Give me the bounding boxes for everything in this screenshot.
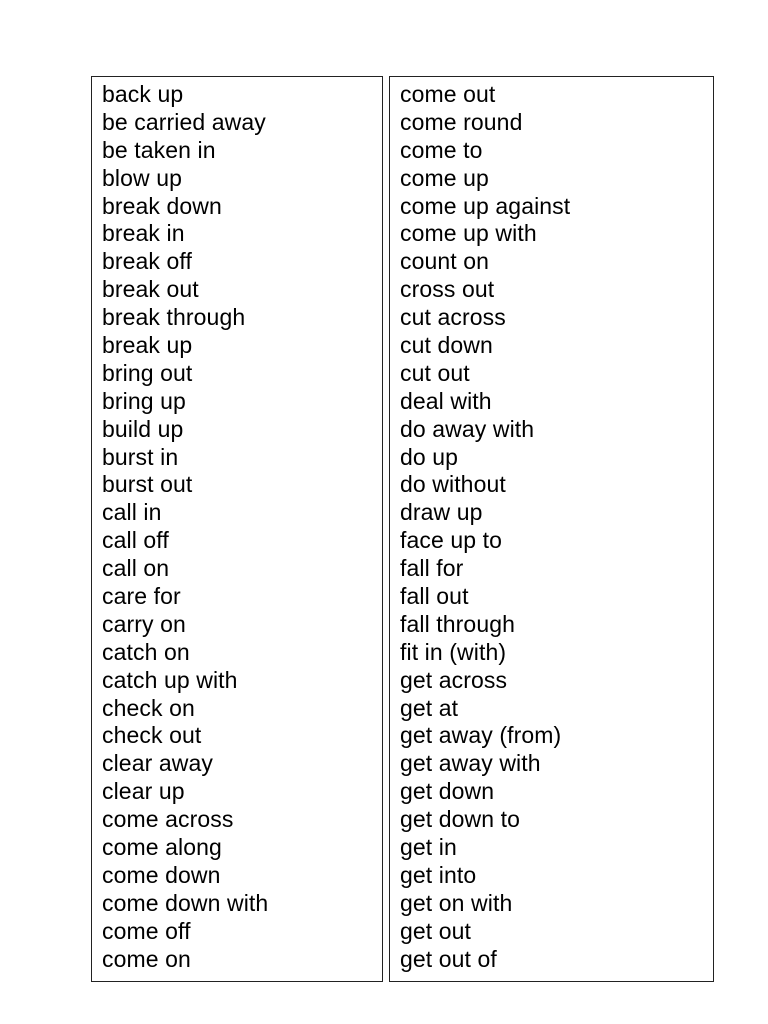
list-item: come up with [400, 220, 537, 247]
list-item: get at [400, 694, 459, 721]
list-item: check out [102, 722, 202, 749]
list-item: get down [400, 778, 495, 805]
list-item: come to [400, 136, 483, 163]
list-item: come along [102, 834, 222, 861]
list-item: count on [400, 248, 490, 275]
list-item: do away with [400, 415, 535, 442]
phrase-list [92, 77, 382, 974]
list-item: get away (from) [400, 722, 562, 749]
list-item: get out [400, 917, 472, 944]
list-item: build up [102, 415, 184, 442]
list-item: come on [102, 945, 191, 972]
list-item: call in [102, 499, 162, 526]
phrasal-verbs-column-right [389, 76, 714, 982]
list-item: come across [102, 806, 234, 833]
list-item: call off [102, 527, 169, 554]
list-item: call on [102, 555, 170, 582]
list-item: be taken in [102, 136, 216, 163]
list-item: get out of [400, 945, 497, 972]
list-item: catch on [102, 638, 190, 665]
list-item: come up against [400, 192, 571, 219]
list-item: come round [400, 108, 523, 135]
list-item: back up [102, 81, 184, 107]
list-item: come off [102, 917, 191, 944]
phrase-list [390, 77, 713, 974]
list-item: burst in [102, 443, 179, 470]
list-item: be carried away [102, 108, 266, 135]
list-item: do without [400, 471, 506, 498]
list-item: carry on [102, 610, 186, 637]
list-item: get on with [400, 889, 513, 916]
list-item: burst out [102, 471, 193, 498]
list-item: face up to [400, 527, 503, 554]
list-item: fall out [400, 583, 469, 610]
list-item: get down to [400, 806, 521, 833]
list-item: do up [400, 443, 459, 470]
list-item: come down with [102, 889, 269, 916]
list-item: break out [102, 276, 199, 303]
list-item: bring out [102, 359, 193, 386]
list-item: get away with [400, 750, 541, 777]
list-item: break in [102, 220, 185, 247]
list-item: bring up [102, 387, 186, 414]
list-item: break up [102, 332, 193, 359]
list-item: cut across [400, 304, 506, 331]
list-item: break through [102, 304, 246, 331]
list-item: come down [102, 861, 221, 888]
list-item: fall through [400, 610, 515, 637]
list-item: cut out [400, 359, 470, 386]
list-item: get in [400, 834, 457, 861]
list-item: care for [102, 583, 181, 610]
list-item: check on [102, 694, 195, 721]
list-item: cross out [400, 276, 495, 303]
list-item: fall for [400, 555, 464, 582]
list-item: come up [400, 164, 489, 191]
list-item: clear up [102, 778, 185, 805]
list-item: break down [102, 192, 222, 219]
list-item: get into [400, 861, 477, 888]
list-item: come out [400, 81, 496, 107]
list-item: catch up with [102, 666, 238, 693]
list-item: deal with [400, 387, 492, 414]
list-item: clear away [102, 750, 213, 777]
list-item: draw up [400, 499, 483, 526]
list-item: get across [400, 666, 508, 693]
list-item: blow up [102, 164, 182, 191]
list-item: break off [102, 248, 192, 275]
list-item: cut down [400, 332, 493, 359]
list-item: fit in (with) [400, 638, 507, 665]
phrasal-verbs-column-left [91, 76, 383, 982]
